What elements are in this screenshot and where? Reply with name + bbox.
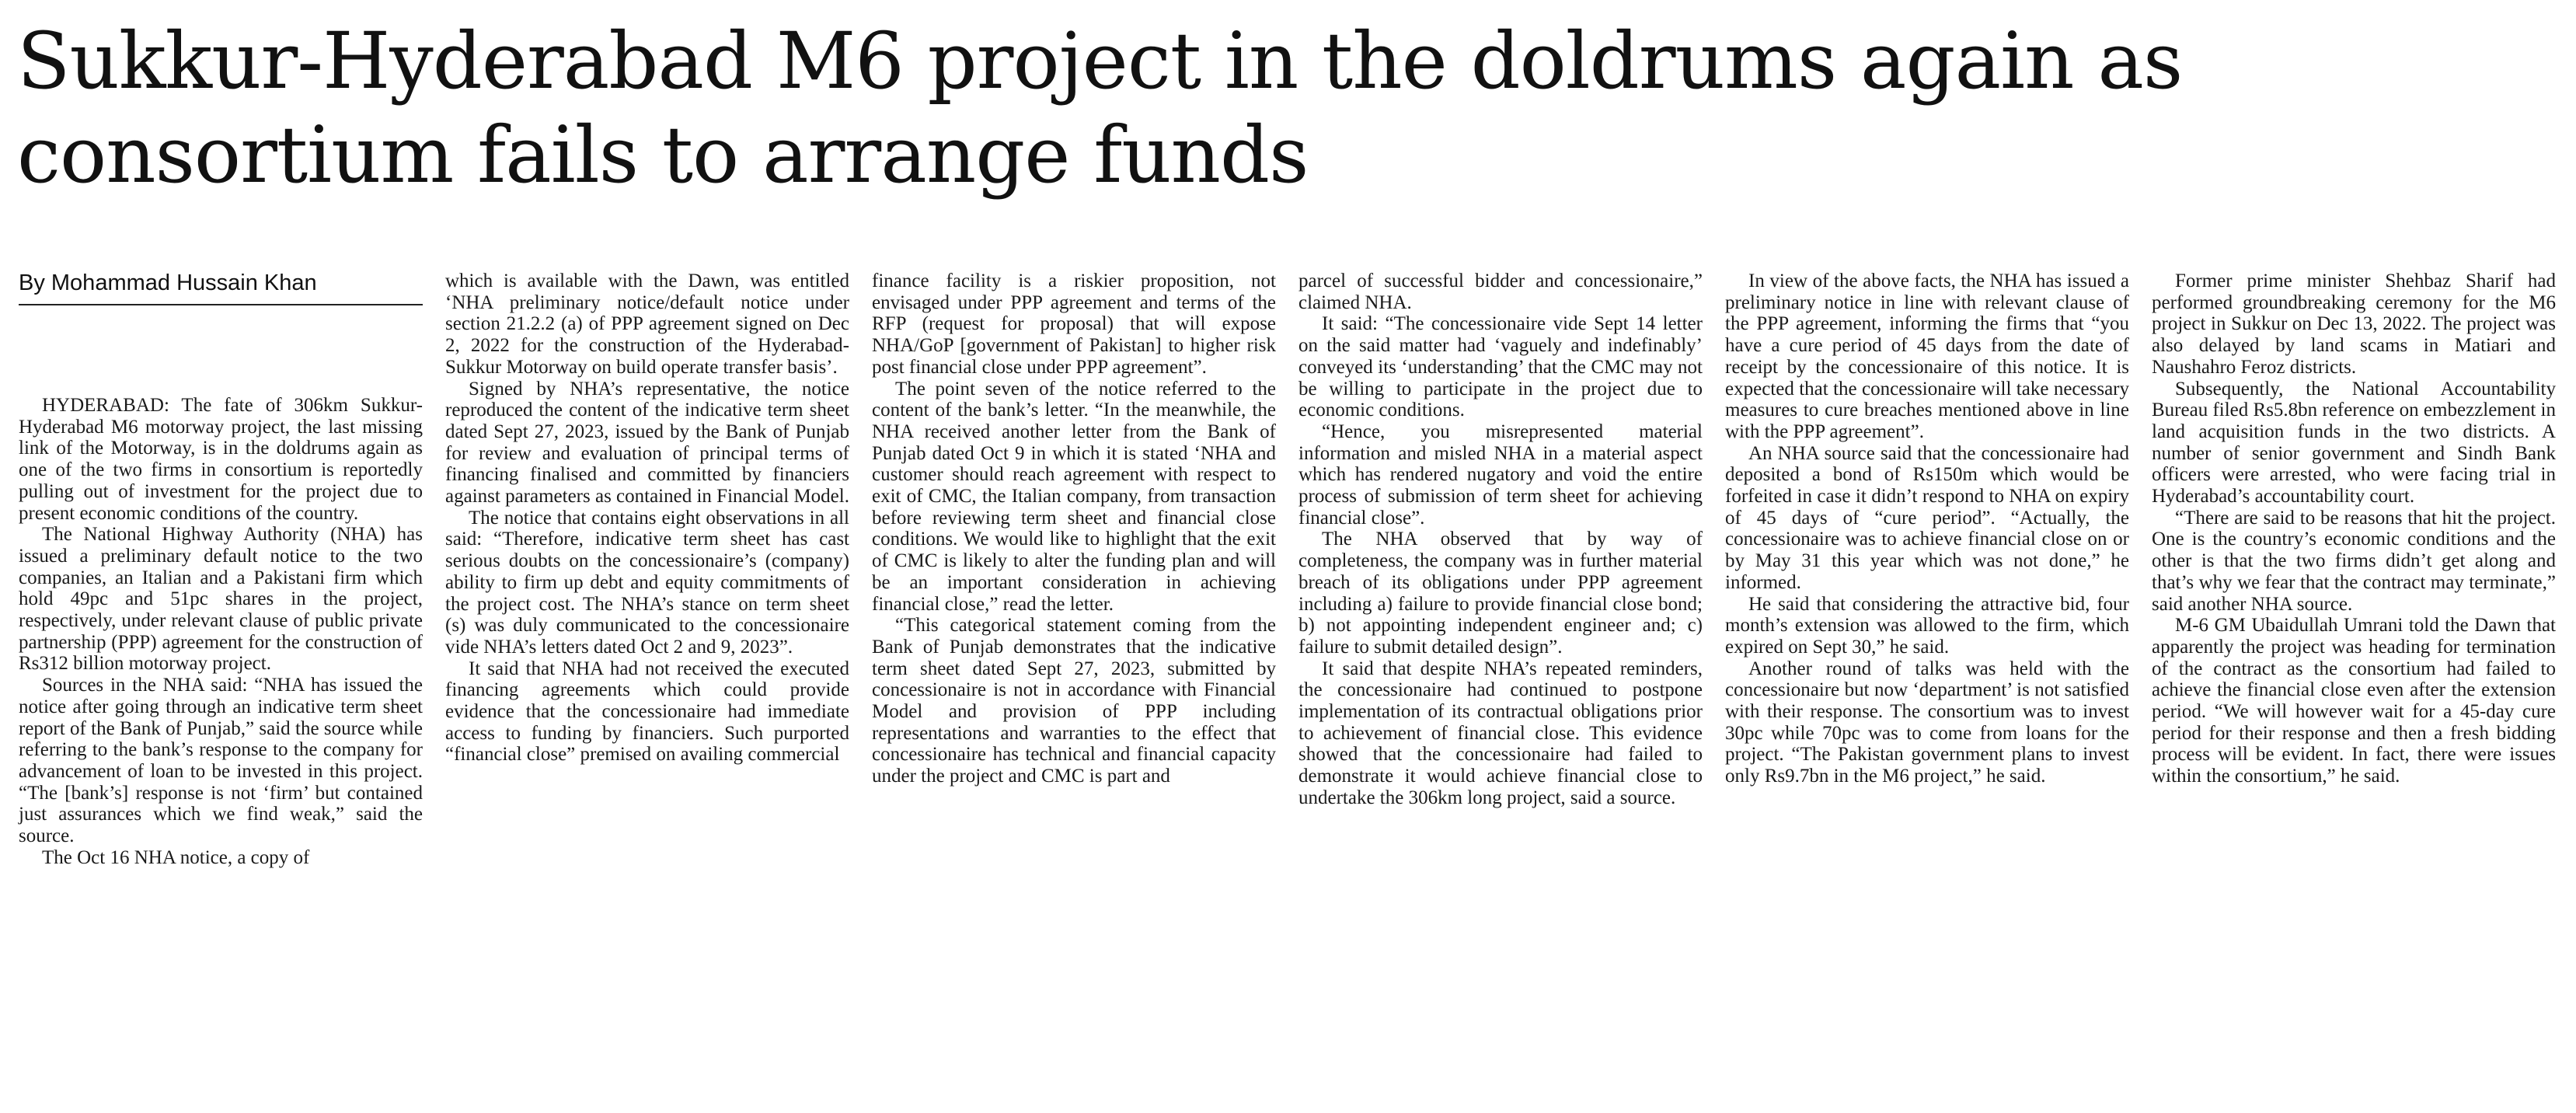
paragraph: Former prime minister Shehbaz Sharif had performed groundbreaking ceremony for the M6 project in Sukkur on Dec 13, 2022. The project was also delayed by land scams in Matiari and Naushahro Feroz districts. — [2152, 270, 2556, 378]
column-6 — [2152, 270, 2556, 787]
column-4 — [1298, 270, 1703, 809]
paragraph: The notice that contains eight observations in all said: “Therefore, indicative term sheet has cast serious doubts on the concessionaire’s (company) ability to firm up debt and equity commitments of the project cost. The NHA’s stance on term sheet (s) was duly communicated to the concessionaire vide NHA’s letters dated Oct 2 and 9, 2023”. — [445, 507, 849, 658]
paragraph: He said that considering the attractive bid, four month’s extension was allowed to the firm, which expired on Sept 30,” he said. — [1725, 593, 2129, 658]
paragraph: The Oct 16 NHA notice, a copy of — [42, 846, 310, 868]
paragraph: which is available with the Dawn, was entitled ‘NHA preliminary notice/default notice under section 21.2.2 (a) of PPP agreement signed on Dec 2, 2022 for the construction of the Hyderabad-Sukkur Motorway on build operate transfer basis’. — [445, 270, 849, 378]
paragraph: It said that despite NHA’s repeated reminders, the concessionaire had continued to postpone implementation of its contractual obligations prior to achievement of financial close. This evidence showed that the concessionaire had failed to demonstrate it would achieve financial close to undertake the 306km long project, said a source. — [1298, 658, 1703, 808]
paragraph: Another round of talks was held with the concessionaire but now ‘department’ is not satisfied with their response. The consortium was to invest 30pc while 70pc was to come from loans for the project. “The Pakistan government plans to invest only Rs9.7bn in the M6 project,” he said. — [1725, 658, 2129, 787]
headline: Sukkur-Hyderabad M6 project in the doldrums again as consortium fails to arrange funds — [17, 16, 2183, 201]
column-3 — [872, 270, 1276, 787]
column-5 — [1725, 270, 2129, 787]
paragraph: It said: “The concessionaire vide Sept 14 letter on the said matter had ‘vaguely and indefinably’ conveyed its ‘understanding’ that the CMC may not be willing to participate in the project due to economic conditions. — [1298, 313, 1703, 421]
paragraph: finance facility is a riskier proposition, not envisaged under PPP agreement and terms of the RFP (request for proposal) that will expose NHA/GoP [government of Pakistan] to higher risk post financial close under PPP agreement”. — [872, 270, 1276, 378]
byline: By Mohammad Hussain Khan — [19, 269, 423, 305]
paragraph: Subsequently, the National Accountability Bureau filed Rs5.8bn reference on embezzlement in land acquisition funds in the two districts. A number of senior government and Sindh Bank officers were arrested, who were facing trial in Hyderabad’s accountability court. — [2152, 378, 2556, 508]
paragraph: HYDERABAD: The fate of 306km Sukkur-Hyderabad M6 motorway project, the last missing link of the Motorway, is in the doldrums again as one of the two firms in consortium is reportedly pulling out of investment for the project due to present economic conditions of the country. — [19, 395, 423, 524]
paragraph: The point seven of the notice referred to the content of the bank’s letter. “In the meanwhile, the NHA received another letter from the Bank of Punjab dated Oct 9 in which it is stated ‘NHA and customer should reach agreement with respect to exit of CMC, the Italian company, from transaction before reviewing term sheet and financial close conditions. We would like to highlight that the exit of CMC is likely to alter the funding plan and will be an important consideration in achieving financial close,” read the letter. — [872, 378, 1276, 615]
column-1 — [19, 395, 423, 868]
paragraph: In view of the above facts, the NHA has issued a preliminary notice in line with relevant clause of the PPP agreement, informing the firms that “you have a cure period of 45 days from the date of receipt by the concessionaire of this notice. It is expected that the concessionaire will take necessary measures to cure breaches mentioned above in line with the PPP agreement”. — [1725, 270, 2129, 442]
paragraph: “Hence, you misrepresented material information and misled NHA in a material aspect which has rendered nugatory and void the entire process of submission of term sheet for achieving financial close”. — [1298, 420, 1703, 529]
paragraph: parcel of successful bidder and concessionaire,” claimed NHA. — [1298, 270, 1703, 313]
paragraph: Signed by NHA’s representative, the notice reproduced the content of the indicative term sheet dated Sept 27, 2023, issued by the Bank of Punjab for review and evaluation of principal terms of financing finalised and committed by financiers against parameters as contained in Financial Model. — [445, 378, 849, 508]
paragraph: M-6 GM Ubaidullah Umrani told the Dawn that apparently the project was heading for termination of the contract as the consortium had failed to achieve the financial close even after the extension period. “We will however wait for a 45-day cure period for their response and then a fresh bidding process will be evident. In fact, there were issues within the consortium,” he said. — [2152, 615, 2556, 787]
paragraph: The National Highway Authority (NHA) has issued a preliminary default notice to the two companies, an Italian and a Pakistani firm which hold 49pc and 51pc shares in the project, respectively, under relevant clause of public private partnership (PPP) agreement for the construction of Rs312 billion motorway project. — [19, 524, 423, 675]
paragraph: “There are said to be reasons that hit the project. One is the country’s economic conditions and the other is that the two firms didn’t get along and that’s why we fear that the contract may terminate,” said another NHA source. — [2152, 507, 2556, 615]
paragraph: It said that NHA had not received the executed financing agreements which could provide evidence that the concessionaire had immediate access to funding by financiers. Such purported “financial close” premised on availing commercial — [445, 658, 849, 766]
paragraph: “This categorical statement coming from the Bank of Punjab demonstrates that the indicative term sheet dated Sept 27, 2023, submitted by concessionaire is not in accordance with Financial Model and provision of PPP including representations and warranties to the effect that concessionaire has technical and financial capacity under the project and CMC is part and — [872, 615, 1276, 787]
paragraph: The NHA observed that by way of completeness, the company was in further material breach of its obligations under PPP agreement including a) failure to provide financial close bond; b) not appointing independent engineer and; c) failure to submit detailed design”. — [1298, 529, 1703, 658]
paragraph: An NHA source said that the concessionaire had deposited a bond of Rs150m which would be forfeited in case it didn’t respond to NHA on expiry of 45 days of “cure period”. “Actually, the concessionaire was to achieve financial close on or by May 31 this year which was not done,” he informed. — [1725, 442, 2129, 593]
column-2 — [445, 270, 849, 766]
paragraph: Sources in the NHA said: “NHA has issued the notice after going through an indicative term sheet report of the Bank of Punjab,” said the source while referring to the bank’s response to the company for advancement of loan to be invested in this project. “The [bank’s] response is not ‘firm’ but contained just assurances which we find weak,” said the source. — [19, 675, 423, 847]
